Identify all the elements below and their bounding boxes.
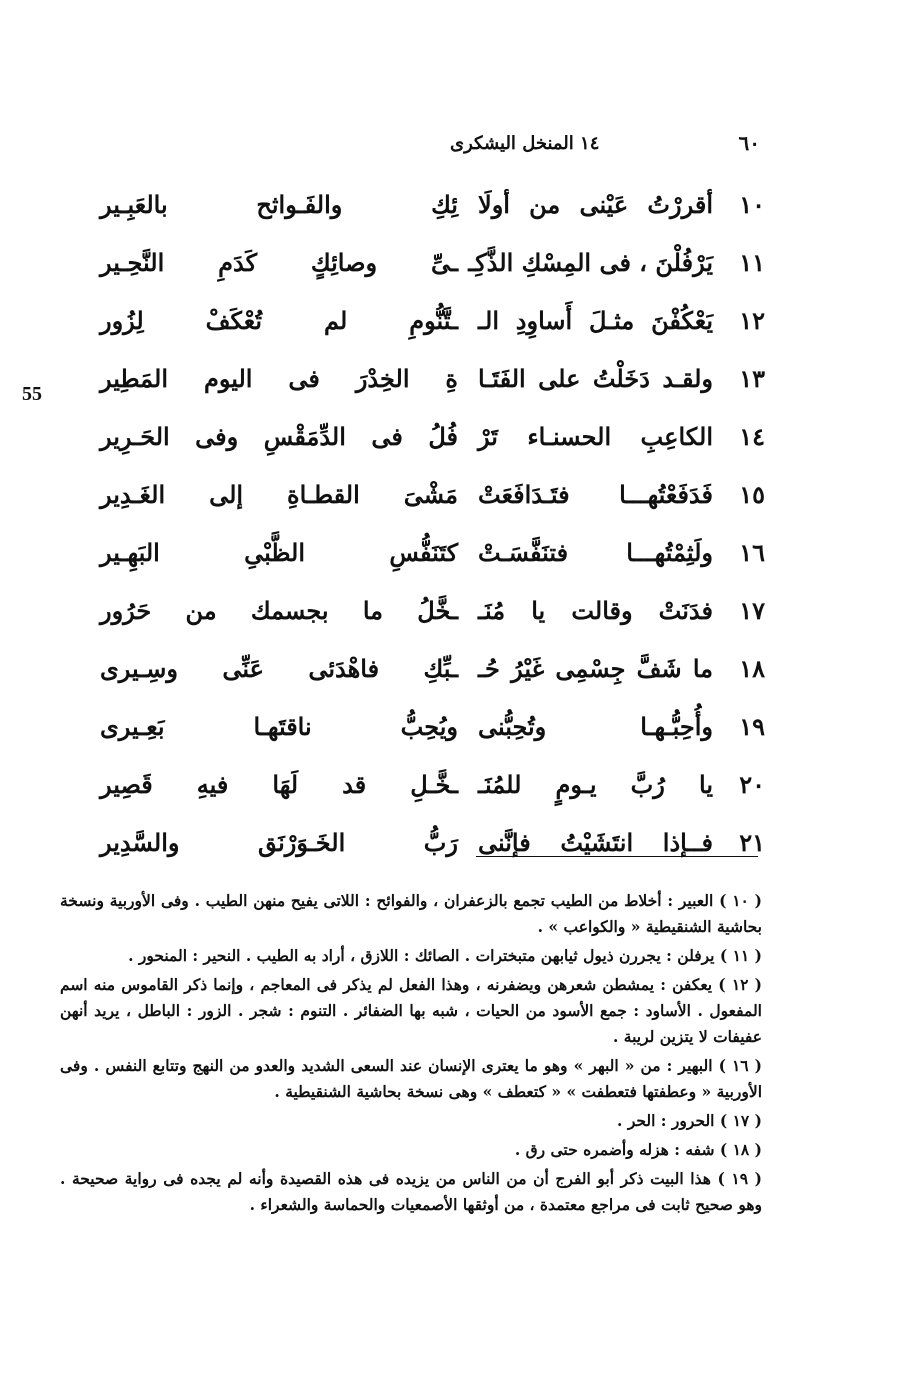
second-hemistich: مَشْىَ القطـاةِ إلى الغَـدِير [100,479,458,509]
first-hemistich: ولقـد دَخَلْتُ على الفَتَـا [478,363,713,393]
verse-line [100,175,765,233]
footnote: ( ١٢ ) يعكفن : يمشطن شعرهن ويضفرنه ، وهذا الفعل لم يذكر فى المعاجم ، وإنما ذكر القاموس منه اسم المفعول . الأساود : جمع الأسود من الحيات ، شبه بها الضفائر . التنوم : شجر . الزور : الباطل ، يريد أنهن عفيفات لا يتزين لريبة . [60,975,763,1046]
first-hemistich: يا رُبَّ يـومٍ للمُنَـ [478,769,713,799]
first-hemistich: يَعْكُفْنَ مثـلَ أَساوِدِ الـ [478,305,713,335]
verse-line [100,349,765,407]
page-header [320,128,760,158]
verse-line [100,755,765,813]
second-hemistich: ةِ الخِدْرَ فى اليوم المَطِير [100,363,458,393]
verse-number: ١٣ [739,363,765,393]
second-hemistich: رَبُّ الخَـوَرْنَق والسَّدِير [100,827,458,857]
poem [100,175,765,871]
first-hemistich: الكاعِبِ الحسنـاء تَرْ [478,421,713,451]
second-hemistich: ـخَّـلِ قد لَهَا فيهِ قَصِير [100,769,458,799]
verse-line [100,581,765,639]
first-hemistich: ما شَفَّ جِسْمِى غَيْرُ حُـ [478,653,713,683]
verse-number: ١٦ [739,537,765,567]
second-hemistich: ـخَّلُ ما بجسمك من حَرُور [100,595,458,625]
footnote: ( ١٩ ) هذا البيت ذكر أبو الفرج أن من الناس من يزيده فى هذه القصيدة وأنه لم يجده فى رواية صحيحة . وهو صحيح ثابت فى مراجع معتمدة ، من أوثقها الأصمعيات والحماسة والشعراء . [60,1169,763,1214]
verse-line [100,523,765,581]
verse-line [100,639,765,697]
second-hemistich: ـبِّكِ فاهْدَئى عَنِّى وسِـيرى [100,653,458,683]
second-hemistich: فُلُ فى الدِّمَقْسِ وفى الحَـرِير [100,421,458,451]
second-hemistich: ـىِّ وصائِكٍ كَدَمِ النَّحِـير [100,247,458,277]
first-hemistich: فــإذا انتَشَيْتُ فإنَّنى [478,827,713,857]
first-hemistich: وأُحِبُّـهـا وتُحِبُّنى [478,711,713,741]
second-hemistich: كتَنَفُّسِ الظَّبْىِ البَهِـير [100,537,458,567]
first-hemistich: يَرْفُلْنَ ، فى المِسْكِ الذَّكِـ [468,247,713,277]
verse-line [100,407,765,465]
verse-number: ١٧ [739,595,765,625]
first-hemistich: أقررْتُ عَيْنى من أولَا [478,189,713,219]
verse-number: ١٨ [739,653,765,683]
verse-line [100,465,765,523]
footnotes [60,888,762,1221]
verse-line [100,697,765,755]
footnote: ( ١٠ ) العبير : أخلاط من الطيب تجمع بالزعفران ، والفوائح : اللاتى يفيح منهن الطيب . وفى الأوربية ونسخة بحاشية الشنقيطية « والكواعب » . [60,891,763,936]
verse-number: ١٢ [739,305,765,335]
footnote-separator-rule [476,856,758,857]
verse-number: ١٥ [739,479,765,509]
footnote: ( ١٧ ) الحرور : الحر . [617,1111,762,1130]
footnote: ( ١١ ) يرفلن : يجررن ذيول ثيابهن متبخترات . الصائك : اللازق ، أراد به الطيب . النحير : المنحور . [128,946,762,965]
verse-line [100,233,765,291]
verse-number: ٢١ [739,827,765,857]
verse-line [100,291,765,349]
footnote: ( ١٦ ) البهير : من « البهر » وهو ما يعترى الإنسان عند السعى الشديد والعدو من النهج وتتابع النفس . وفى الأوربية « وعطفتها فتعطفت » « كتعطف » وهى نسخة بحاشية الشنقيطية . [60,1056,762,1101]
verse-number: ١١ [739,247,765,277]
verse-number: ٢٠ [739,769,765,799]
verse-number: ١٠ [739,189,765,219]
running-title: ١٤ المنخل اليشكرى [450,132,600,154]
verse-number: ١٤ [739,421,765,451]
first-hemistich: فَدَفَعْتُهـــا فتَـدَافَعَتْ [478,479,713,509]
verse-line [100,813,765,871]
second-hemistich: ئِكِ والفَـواثح بالعَبِـير [100,189,458,219]
second-hemistich: ويُحِبُّ ناقتَهـا بَعِـيرى [100,711,458,741]
margin-page-number: 55 [22,383,42,405]
page-number: ٦٠ [738,131,760,155]
second-hemistich: ـتَّنُّومِ لم تُعْكَفْ لِزُور [100,305,458,335]
first-hemistich: فدَنَتْ وقالت يا مُنَـ [478,595,713,625]
verse-number: ١٩ [739,711,765,741]
footnote: ( ١٨ ) شفه : هزله وأضمره حتى رق . [514,1140,762,1159]
first-hemistich: ولَثِمْتُهـــا فتنَفَّسَـتْ [478,537,713,567]
